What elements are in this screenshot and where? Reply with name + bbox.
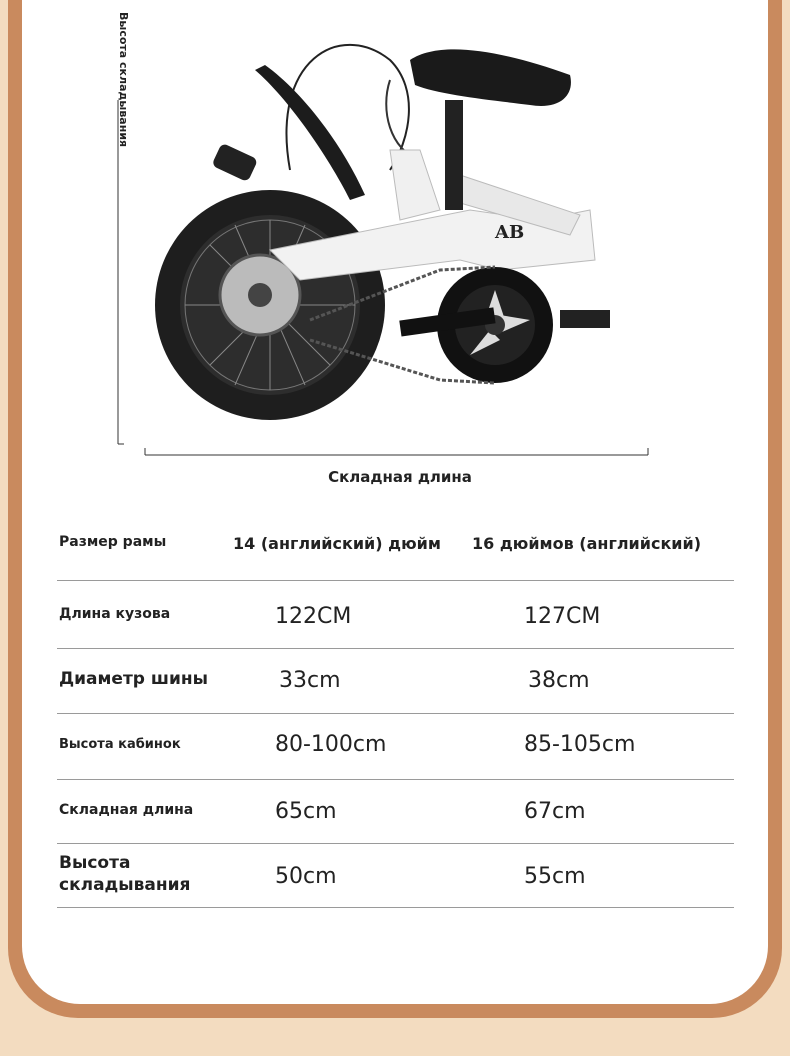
divider <box>57 907 734 908</box>
row-label: Высота кабинок <box>59 737 181 752</box>
folded-bike-image <box>140 20 620 420</box>
row-value-14in: 80-100cm <box>275 732 387 757</box>
divider <box>57 580 734 581</box>
divider <box>57 648 734 649</box>
divider <box>57 779 734 780</box>
row-value-14in: 50cm <box>275 864 337 889</box>
row-label: Диаметр шины <box>59 669 208 689</box>
row-value-14in: 33cm <box>279 668 341 693</box>
row-value-14in: 122CM <box>275 604 352 629</box>
row-value-14in: 65cm <box>275 799 337 824</box>
row-value-16in: 55cm <box>524 864 586 889</box>
header-label: Размер рамы <box>59 534 167 550</box>
frame-logo: AB <box>495 222 525 243</box>
row-value-16in: 85-105cm <box>524 732 636 757</box>
row-label: Длина кузова <box>59 606 171 622</box>
row-value-16in: 67cm <box>524 799 586 824</box>
header-col-16in: 16 дюймов (английский) <box>472 534 702 553</box>
fold-length-label: Складная длина <box>328 468 472 486</box>
row-label: Складная длина <box>59 802 194 818</box>
row-label: Высота складывания <box>59 853 191 895</box>
fold-height-label: Высота складывания <box>117 12 130 148</box>
table-header-row <box>57 534 734 558</box>
table-row <box>57 852 734 898</box>
row-value-16in: 127CM <box>524 604 601 629</box>
row-value-16in: 38cm <box>528 668 590 693</box>
divider <box>57 843 734 844</box>
header-col-14in: 14 (английский) дюйм <box>233 534 441 553</box>
saddle <box>410 49 571 106</box>
divider <box>57 713 734 714</box>
